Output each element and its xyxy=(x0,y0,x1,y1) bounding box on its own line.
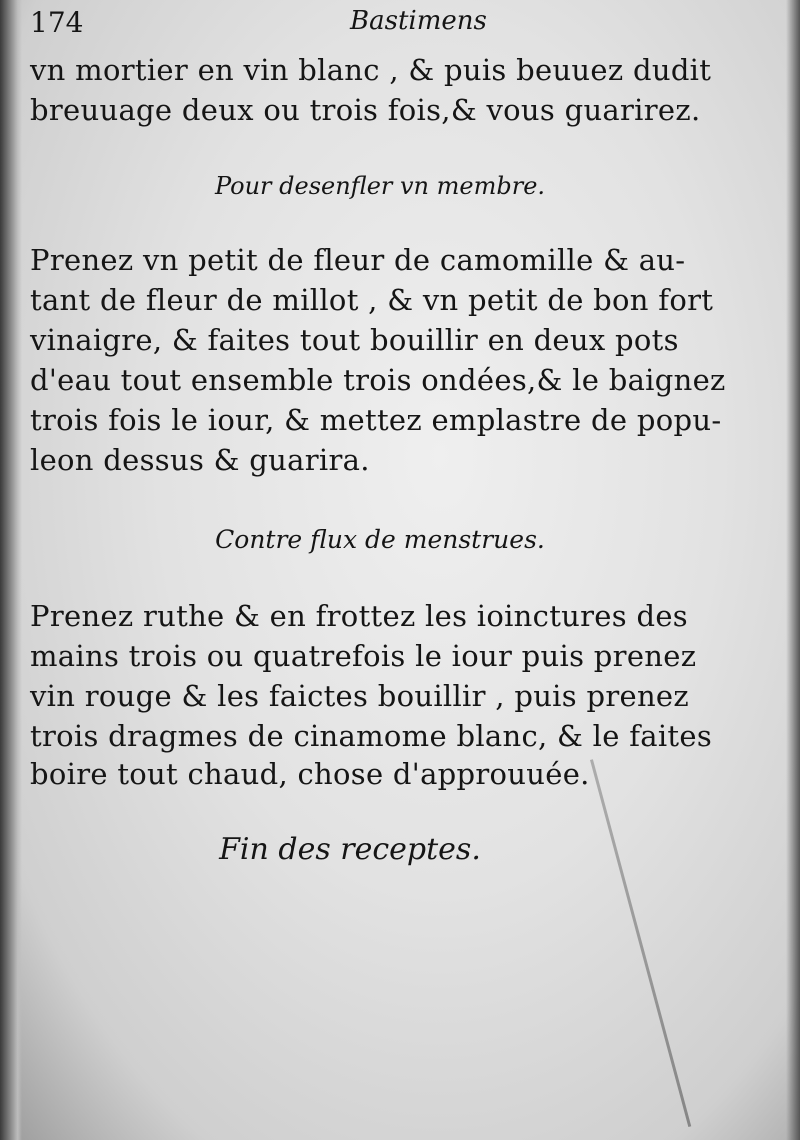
closing-line: Fin des receptes. xyxy=(219,832,481,867)
recipe-title: Contre flux de menstrues. xyxy=(215,525,545,554)
text-line: mains trois ou quatrefois le iour puis prenez xyxy=(30,639,697,673)
text-line: vn mortier en vin blanc , & puis beuuez dudit xyxy=(30,53,712,87)
text-line: vin rouge & les faictes bouillir , puis prenez xyxy=(30,679,689,713)
text-line: Prenez vn petit de fleur de camomille & au- xyxy=(30,243,686,277)
recipe-title: Pour desenfler vn membre. xyxy=(214,172,546,200)
text-line: boire tout chaud, chose d'approuuée. xyxy=(30,757,590,791)
running-head: Bastimens xyxy=(350,6,487,36)
text-line: leon dessus & guarira. xyxy=(30,443,370,477)
text-line: trois fois le iour, & mettez emplastre de popu- xyxy=(30,403,722,437)
text-line: Prenez ruthe & en frottez les ioinctures des xyxy=(30,599,688,633)
text-line: trois dragmes de cinamome blanc, & le faites xyxy=(30,719,713,753)
text-line: tant de fleur de millot , & vn petit de bon fort xyxy=(30,283,714,317)
text-line: vinaigre, & faites tout bouillir en deux pots xyxy=(30,323,679,357)
page-number: 174 xyxy=(30,6,84,39)
text-line: d'eau tout ensemble trois ondées,& le baignez xyxy=(30,363,726,397)
text-line: breuuage deux ou trois fois,& vous guarirez. xyxy=(30,93,701,127)
page-gutter-shadow xyxy=(0,0,22,1140)
page-crease xyxy=(590,759,691,1127)
page-edge-shadow xyxy=(786,0,800,1140)
